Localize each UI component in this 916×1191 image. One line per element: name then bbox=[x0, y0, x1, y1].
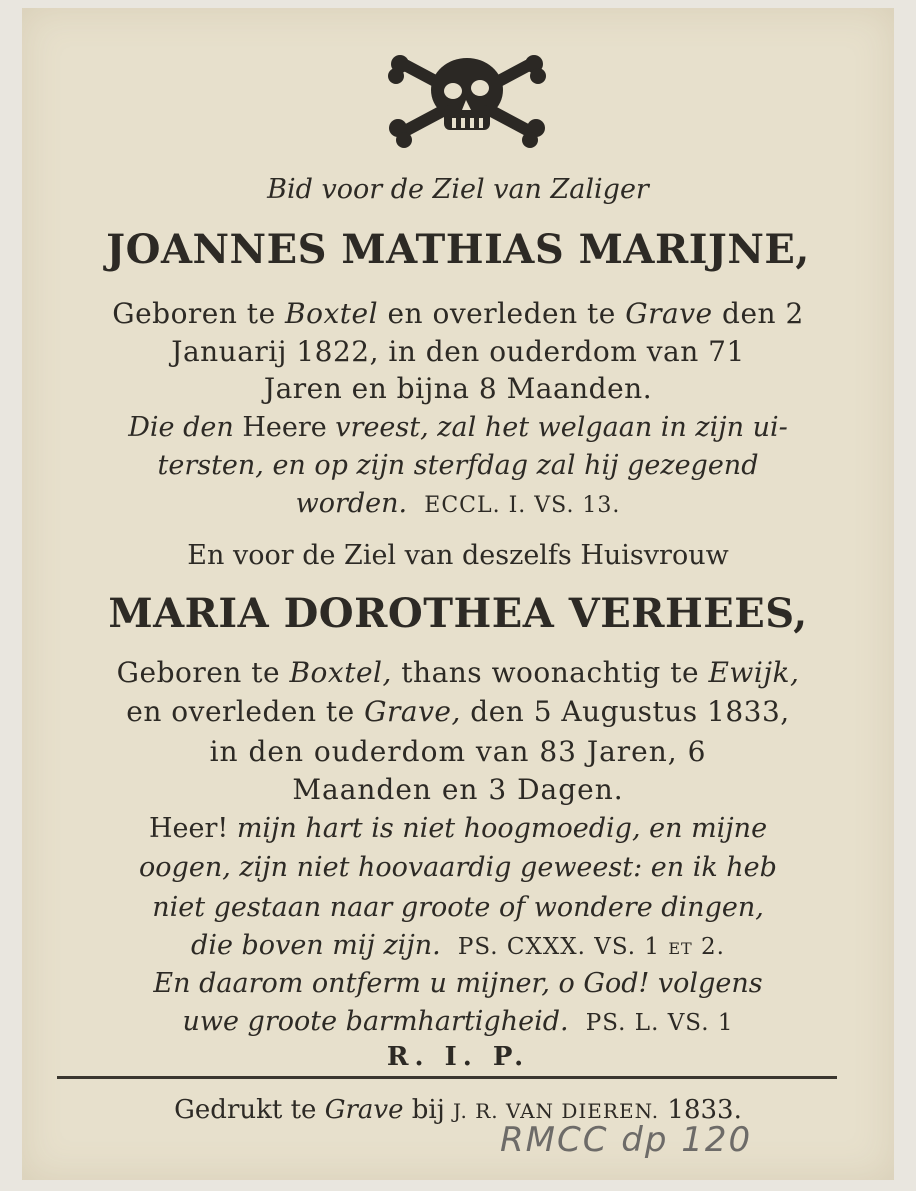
psalm-line-4: die boven mij zijn. PS. CXXX. VS. 1 et 2. bbox=[191, 930, 725, 961]
birth-line-1: Geboren te Boxtel en overleden te Grave den 2 bbox=[112, 297, 804, 330]
birth-line-2: Januarij 1822, in den ouderdom van 71 bbox=[171, 335, 745, 368]
handwritten-catalog-number: RMCC dp 120 bbox=[500, 1120, 753, 1160]
psalm-line-3: niet gestaan naar groote of wondere dingen, bbox=[152, 892, 764, 923]
intro-line: Bid voor de Ziel van Zaliger bbox=[267, 174, 649, 205]
divider bbox=[57, 1076, 837, 1079]
verse-line-1: Die den Heere vreest, zal het welgaan in zijn ui- bbox=[128, 412, 788, 443]
birth-line-3: Jaren en bijna 8 Maanden. bbox=[263, 372, 653, 405]
deceased-name-1: JOANNES MATHIAS MARIJNE, bbox=[106, 226, 810, 273]
printer-line: Gedrukt te Grave bij J. R. VAN DIEREN. 1833. bbox=[174, 1095, 742, 1125]
psalm-line-6: uwe groote barmhartigheid. PS. L. VS. 1 bbox=[182, 1006, 734, 1037]
second-birth-line-2: en overleden te Grave, den 5 Augustus 1833, bbox=[126, 695, 790, 728]
verse-line-2: tersten, en op zijn sterfdag zal hij gezegend bbox=[157, 450, 759, 481]
psalm-line-1: Heer! mijn hart is niet hoogmoedig, en mijne bbox=[148, 813, 768, 844]
second-birth-line-3: in den ouderdom van 83 Jaren, 6 bbox=[209, 735, 707, 768]
verse-line-3: worden. ECCL. I. VS. 13. bbox=[295, 488, 621, 519]
second-birth-line-4: Maanden en 3 Dagen. bbox=[292, 773, 624, 806]
deceased-name-2: MARIA DOROTHEA VERHEES, bbox=[108, 590, 808, 637]
skull-and-crossbones-icon bbox=[382, 50, 552, 150]
psalm-line-5: En daarom ontferm u mijner, o God! volgens bbox=[153, 968, 763, 999]
psalm-line-2: oogen, zijn niet hoovaardig geweest: en ik heb bbox=[139, 852, 777, 883]
rip-line: R. I. P. bbox=[386, 1042, 530, 1072]
second-birth-line-1: Geboren te Boxtel, thans woonachtig te Ewijk, bbox=[116, 656, 800, 689]
second-intro-line: En voor de Ziel van deszelfs Huisvrouw bbox=[187, 540, 729, 571]
memorial-card bbox=[22, 8, 894, 1180]
